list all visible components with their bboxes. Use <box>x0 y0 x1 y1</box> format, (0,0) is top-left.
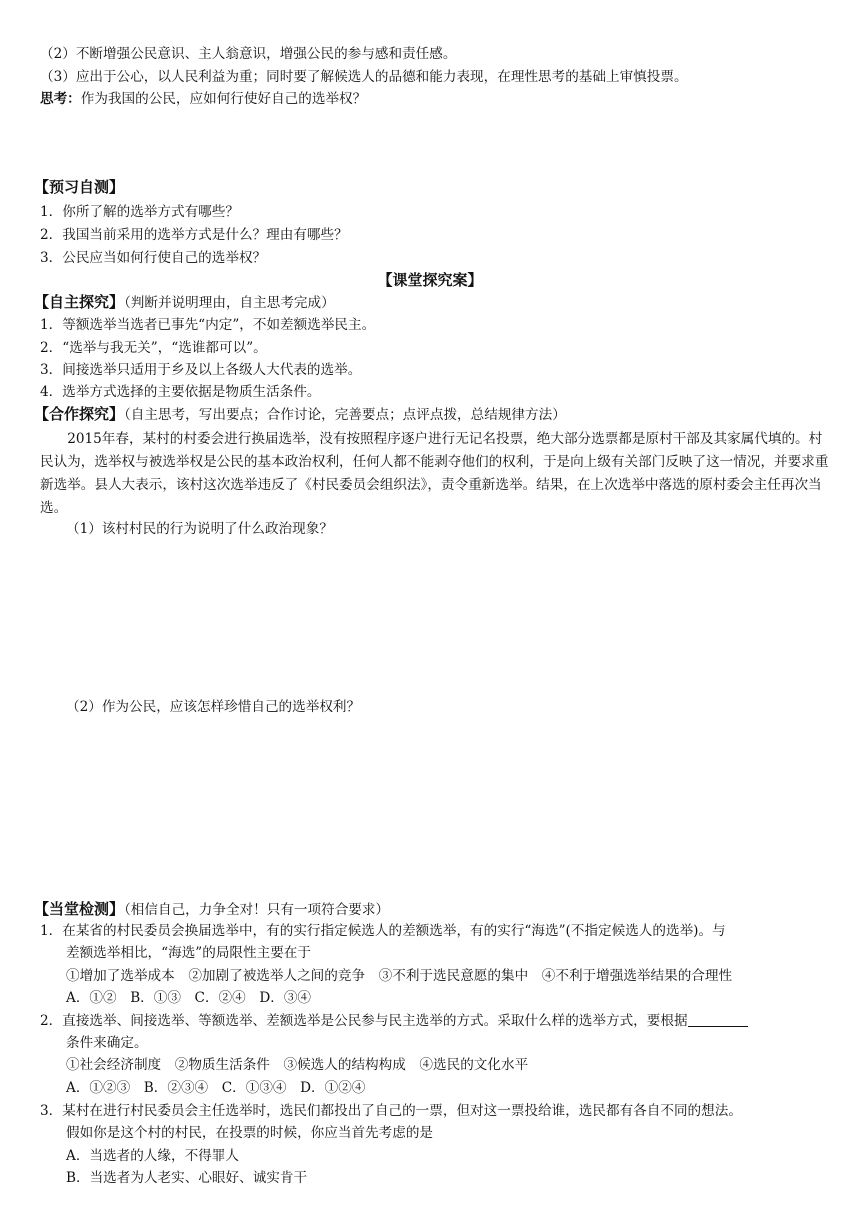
intro-point-2: （2）不断增强公民意识、主人翁意识，增强公民的参与感和责任感。 <box>40 46 457 62</box>
self-study-item-4: 4．选举方式选择的主要依据是物质生活条件。 <box>40 384 321 400</box>
coop-question-1: （1）该村村民的行为说明了什么政治现象？ <box>66 521 333 537</box>
think-label: 思考： <box>40 91 81 107</box>
preview-item-3: 3．公民应当如何行使自己的选举权？ <box>40 250 267 266</box>
test-header <box>34 899 389 920</box>
test-q2-options: ①社会经济制度 ②物质生活条件 ③候选人的结构构成 ④选民的文化水平 <box>66 1057 529 1073</box>
preview-item-1: 1．你所了解的选举方式有哪些？ <box>40 204 239 220</box>
think-question <box>40 89 366 109</box>
self-study-title: 【自主探究】 <box>34 293 125 311</box>
test-q1-options: ①增加了选举成本 ②加剧了被选举人之间的竞争 ③不利于选民意愿的集中 ④不利于增强选举结果的合理性 <box>66 968 733 984</box>
preview-section-title: 【预习自测】 <box>34 178 125 196</box>
think-text: 作为我国的公民，应如何行使好自己的选举权？ <box>80 91 367 107</box>
self-study-item-2: 2．“选举与我无关”，“选谁都可以”。 <box>40 340 267 356</box>
answer-blank <box>688 1012 748 1027</box>
test-q1-line2: 差额选举相比，“海选”的局限性主要在于 <box>66 945 311 961</box>
self-study-note: （判断并说明理由，自主思考完成） <box>124 295 335 311</box>
test-q3-line1: 3．某村在进行村民委员会主任选举时，选民们都投出了自己的一票，但对这一票投给谁，选民都有各自不同的想法。 <box>40 1103 742 1119</box>
test-q2-answers: A．①②③ B．②③④ C．①③④ D．①②④ <box>66 1080 366 1096</box>
coop-note: （自主思考，写出要点；合作讨论，完善要点；点评点拨，总结规律方法） <box>124 407 566 423</box>
test-title: 【当堂检测】 <box>34 900 125 918</box>
test-q1-line1: 1．在某省的村民委员会换届选举中，有的实行指定候选人的差额选举，有的实行“海选”(不指定候选人的选举)。与 <box>40 923 726 939</box>
self-study-header <box>34 292 335 313</box>
test-note: （相信自己，力争全对！只有一项符合要求） <box>124 902 390 918</box>
test-q2-text: 2．直接选举、间接选举、等额选举、差额选举是公民参与民主选举的方式。采取什么样的选举方式，要根据 <box>40 1013 688 1029</box>
coop-question-2: （2）作为公民，应该怎样珍惜自己的选举权利？ <box>66 699 361 715</box>
coop-title: 【合作探究】 <box>34 405 125 423</box>
test-q2-line2: 条件来确定。 <box>66 1035 148 1051</box>
coop-passage: 2015年春，某村的村委会进行换届选举，没有按照程序逐户进行无记名投票，绝大部分选票都是原村干部及其家属代填的。村民认为，选举权与被选举权是公民的基本政治权利，任何人都不能剥夺他们的权利，于是向上级有关部门反映了这一情况，并要求重新选举。县人大表示，该村这次选举违反了《村民委员会组织法》，责令重新选举。结果，在上次选举中落选的原村委会主任再次当选。 <box>40 431 829 516</box>
preview-item-2: 2．我国当前采用的选举方式是什么？理由有哪些？ <box>40 227 348 243</box>
self-study-item-3: 3．间接选举只适用于乡及以上各级人大代表的选举。 <box>40 362 362 378</box>
test-q3-option-a: A．当选者的人缘，不得罪人 <box>66 1148 239 1164</box>
test-q1-answers: A．①② B．①③ C．②④ D．③④ <box>66 990 312 1006</box>
test-q2-line1 <box>40 1011 748 1031</box>
self-study-item-1: 1．等额选举当选者已事先“内定”，不如差额选举民主。 <box>40 317 376 333</box>
intro-point-3: （3）应出于公心，以人民利益为重；同时要了解候选人的品德和能力表现，在理性思考的基础上审慎投票。 <box>40 69 688 85</box>
coop-header <box>34 404 566 425</box>
test-q3-line2: 假如你是这个村的村民，在投票的时候，你应当首先考虑的是 <box>66 1125 434 1141</box>
classroom-section-title: 【课堂探究案】 <box>377 271 483 289</box>
test-q3-option-b: B．当选者为人老实、心眼好、诚实肯干 <box>66 1170 308 1186</box>
